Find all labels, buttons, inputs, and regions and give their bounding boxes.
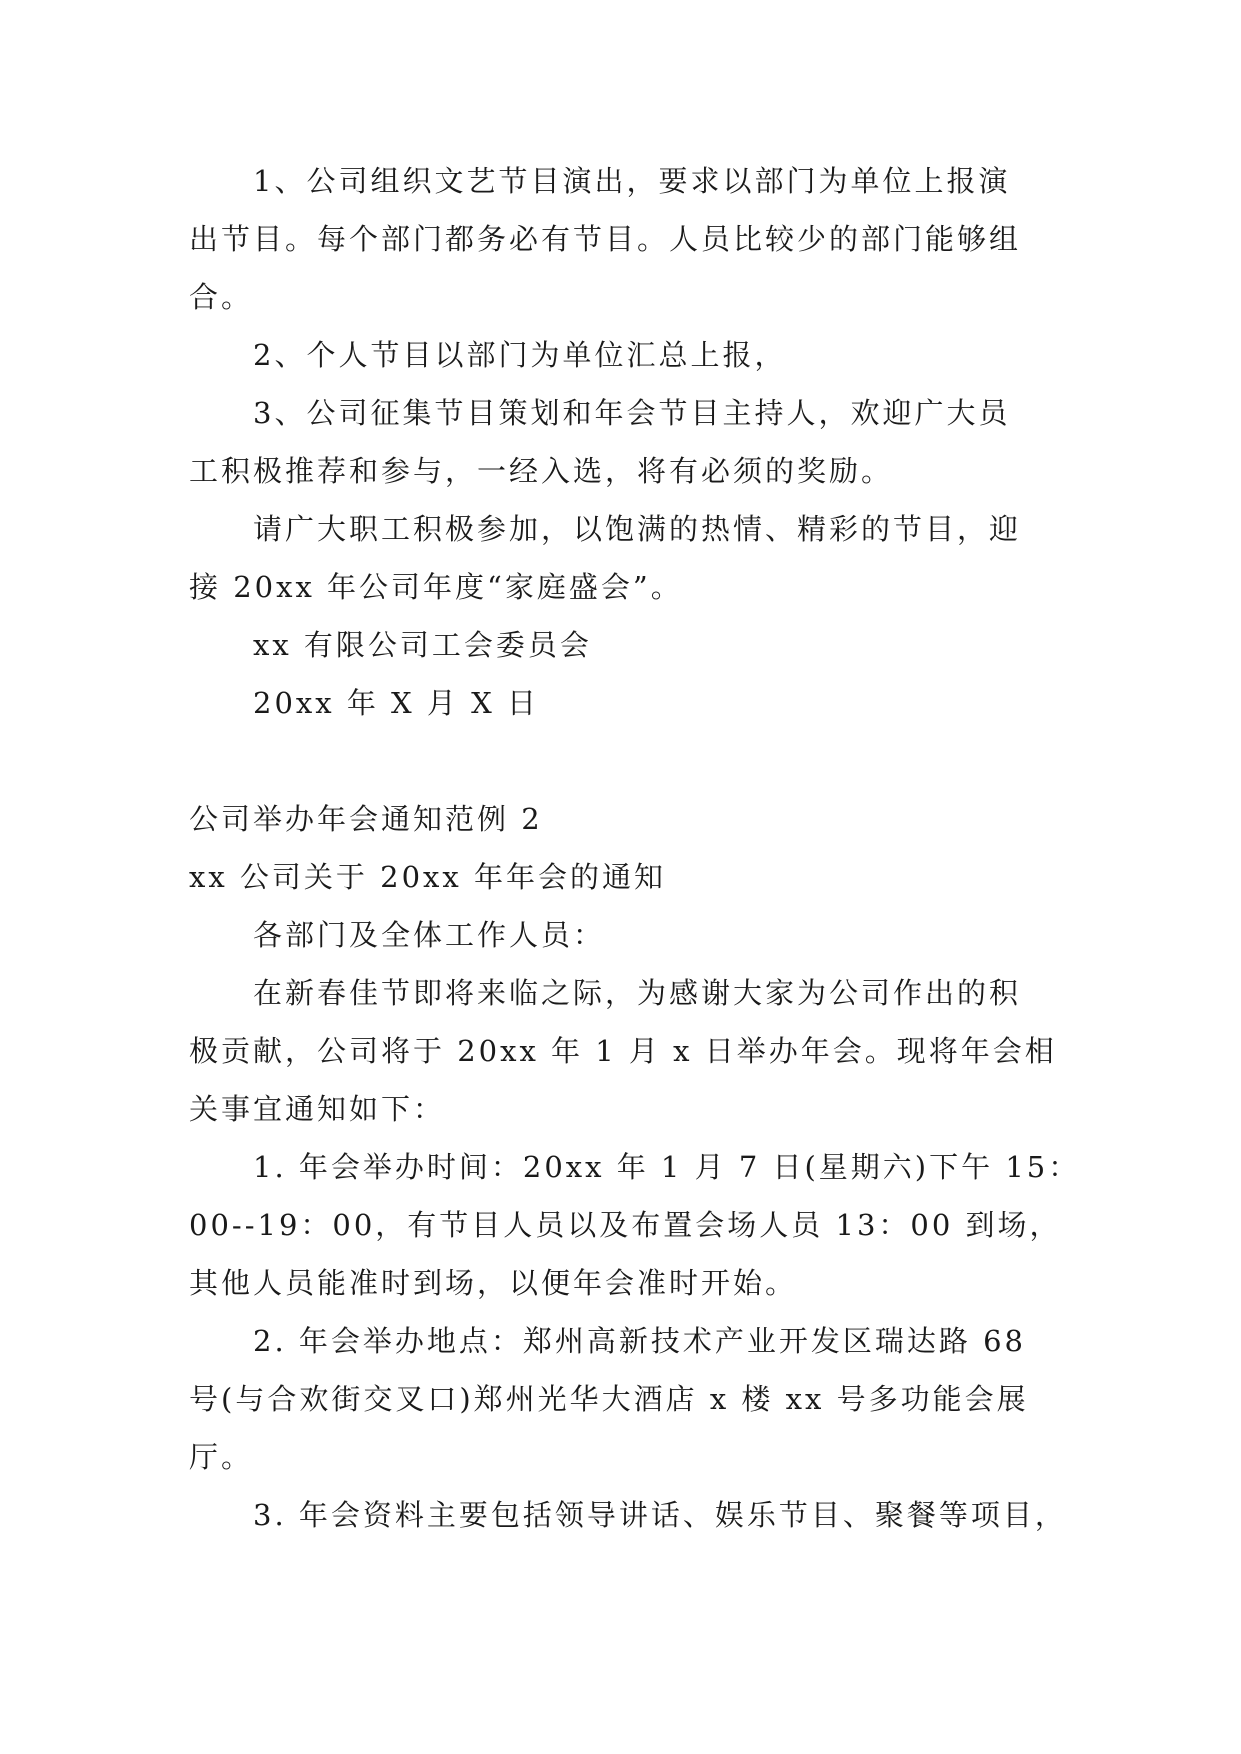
greeting-line: 各部门及全体工作人员： [253,918,606,952]
paragraph-line: 00--19：00，有节目人员以及布置会场人员 13：00 到场， [189,1208,1062,1242]
paragraph-line: 请广大职工积极参加，以饱满的热情、精彩的节目，迎 [253,512,1022,546]
paragraph-line: 厅。 [189,1440,254,1474]
paragraph-line: 号(与合欢街交叉口)郑州光华大酒店 x 楼 xx 号多功能会展 [189,1382,1029,1416]
notice-title: xx 公司关于 20xx 年年会的通知 [189,860,666,894]
paragraph-line: 1. 年会举办时间：20xx 年 1 月 7 日(星期六)下午 15： [253,1150,1081,1184]
paragraph-line: 3. 年会资料主要包括领导讲话、娱乐节目、聚餐等项目， [253,1498,1067,1532]
section-spacer [189,732,1059,790]
paragraph-line: 出节目。每个部门都务必有节目。人员比较少的部门能够组 [189,222,1022,256]
paragraph-line: 工积极推荐和参与，一经入选，将有必须的奖励。 [189,454,894,488]
paragraph-line: 关事宜通知如下： [189,1092,446,1126]
paragraph-line: 3、公司征集节目策划和年会节目主持人，欢迎广大员 [253,396,1011,430]
signature-line: xx 有限公司工会委员会 [253,628,592,662]
paragraph-line: 2. 年会举办地点：郑州高新技术产业开发区瑞达路 68 [253,1324,1027,1358]
paragraph-line: 1、公司组织文艺节目演出，要求以部门为单位上报演 [253,164,1011,198]
paragraph-line: 接 20xx 年公司年度“家庭盛会”。 [189,570,683,604]
date-line: 20xx 年 X 月 X 日 [253,686,539,720]
document-body [189,152,1081,1544]
paragraph-line: 在新春佳节即将来临之际，为感谢大家为公司作出的积 [253,976,1022,1010]
paragraph-line: 2、个人节目以部门为单位汇总上报， [253,338,787,372]
paragraph-line: 极贡献，公司将于 20xx 年 1 月 x 日举办年会。现将年会相 [189,1034,1057,1068]
paragraph-line: 合。 [189,280,254,314]
paragraph-line: 其他人员能准时到场，以便年会准时开始。 [189,1266,798,1300]
section-heading: 公司举办年会通知范例 2 [189,802,543,836]
